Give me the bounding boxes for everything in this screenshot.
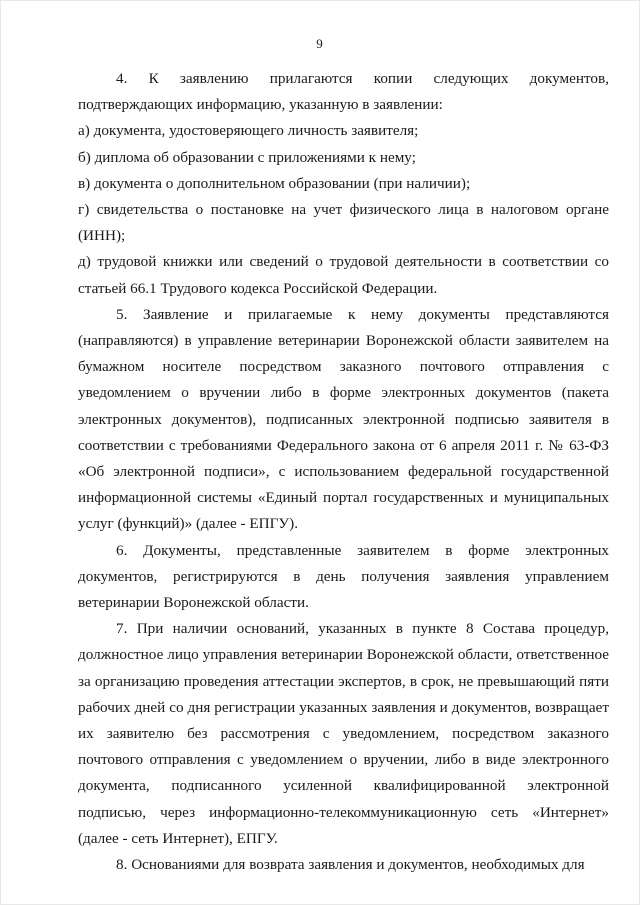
paragraph-4: 4. К заявлению прилагаются копии следующих документов, подтверждающих информацию, указанную в заявлении: [78,70,609,114]
list-item-e: д) трудовой книжки или сведений о трудовой деятельности в соответствии со статьей 66.1 Трудового кодекса Российской Федерации. [78,253,609,297]
list-item-d: г) свидетельства о постановке на учет физического лица в налоговом органе (ИНН); [78,201,609,245]
paragraph-6: 6. Документы, представленные заявителем в форме электронных документов, регистрируются в день получения заявления управлением ветеринарии Воронежской области. [78,541,609,612]
list-item-c: в) документа о дополнительном образовании (при наличии); [78,174,471,192]
document-body [78,66,609,878]
paragraph-8: 8. Основаниями для возврата заявления и документов, необходимых для [116,856,585,874]
list-item-a: а) документа, удостоверяющего личность заявителя; [78,122,419,140]
paragraph-7: 7. При наличии оснований, указанных в пункте 8 Состава процедур, должностное лицо управления ветеринарии Воронежской области, ответственное за организацию проведения аттестации экспертов, в срок, не превышающий пяти рабочих дней со дня регистрации указанных заявления и документов, возвращает их заявителю без рассмотрения с уведомлением, посредством заказного почтового отправления с уведомлением о вручении, либо в виде электронного документа, подписанного усиленной квалифицированной электронной подписью, через информационно-телекоммуникационную сеть «Интернет» (далее - сеть Интернет), ЕПГУ. [78,620,609,847]
list-item-b: б) диплома об образовании с приложениями к нему; [78,148,416,166]
page-number: 9 [316,36,324,51]
paragraph-5: 5. Заявление и прилагаемые к нему документы представляются (направляются) в управление ветеринарии Воронежской области заявителем на бумажном носителе посредством заказного почтового отправления с уведомлением о вручении либо в форме электронных документов (пакета электронных документов), подписанных электронной подписью заявителя в соответствии с требованиями Федерального закона от 6 апреля 2011 г. № 63-ФЗ «Об электронной подписи», с использованием федеральной государственной информационной системы «Единый портал государственных и муниципальных услуг (функций)» (далее - ЕПГУ). [78,305,609,533]
